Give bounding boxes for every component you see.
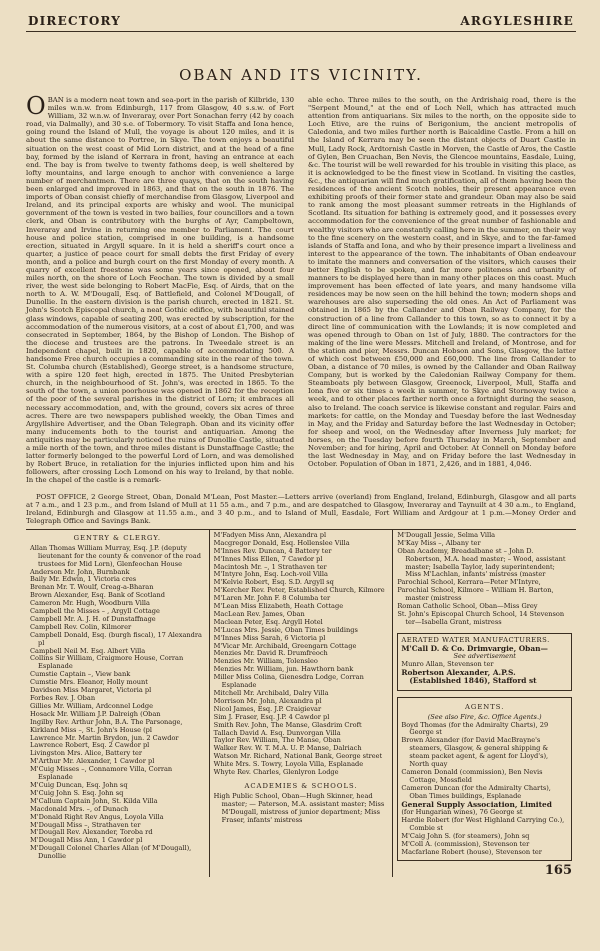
directory-entry: Campbell Mr. A. J. H. of Dunstaffnage (30, 614, 156, 623)
directory-entry: Parochial School, Kerrara—Peter M'Intyre, (397, 578, 541, 587)
directory-entry: Whyte Rev. Charles, Glenlyron Lodge (213, 768, 339, 777)
directory-entry: Forbes Rev. J. Oban (30, 694, 96, 702)
directory-entry: M'Lean Miss Elizabeth, Heath Cottage (213, 602, 344, 611)
directory-entry: M'Laren Mr. John F. 8 Columba ter (213, 594, 331, 603)
schools-list-continued (397, 532, 572, 627)
gentry-list (30, 545, 205, 861)
agent-entry: Brown Alexander (for David MacBrayne's steamers, Glasgow, & general shipping & steam packet agent, & agent for Lloyd's), North quay (401, 736, 549, 769)
directory-entry: Menzies Mr. David R. Drumfreoch (213, 649, 328, 658)
header-left: DIRECTORY (28, 14, 122, 28)
listing-column-1 (26, 530, 209, 877)
agent-entry-bold: General Supply Association, Limited (401, 799, 552, 809)
directory-entry: Watson Mr. Richard, National Bank, George street (213, 752, 383, 761)
directory-entry: MacLean Rev. James, Oban (213, 609, 305, 618)
directory-entry: M'Lucas Mrs. Jessie, Oban Times buildings (213, 625, 358, 634)
trade-entry-bold: Robertson Alexander, A.P.S. (Established 1846), Stafford st (401, 667, 537, 686)
directory-entry: Macintosh Mr. –, 1 Strathaven ter (213, 562, 327, 571)
agent-entry: (for Hungarian wines), 76 George st (401, 807, 523, 816)
directory-entry: M'Dougall Miss –, Strathaven ter (30, 820, 141, 829)
intro-column-left (26, 92, 294, 485)
header-rule (26, 31, 576, 32)
directory-entry: Campbell Rev. Colin, Kilmorer (30, 622, 132, 631)
intro-left-text: BAN is a modern neat town and sea-port in the parish of Kilbride, 130 miles w.n.w. from Edinburgh, 117 from Glasgow, 40 s.s.w. of Fort William, 32 w.n.w. of Inveraray, over Port Sonachan ferry (42 by coach road, via Dalmally), and 30 s.e. of Tobermory. To visit Staffa and Iona hence, going round the Island of Mull, the voyage is about 120 miles, and it is about the same distance to Portree, in Skye. The town enjoys a beautiful situation on the west coast of Mid Lorn district, and at the head of a fine bay, formed by the island of Kerrara in front, having an entrance at each end. The bay is from twelve to twenty fathoms deep, is well sheltered by lofty mountains, and large enough to anchor with convenience a large number of merchantmen. There are three quays, that on the south having been enlarged and improved in 1863, and that on the south in 1876. The imports of Oban consist chiefly of merchandise from Glasgow, Liverpool and Ireland, and its principal exports are whisky and wool. The municipal government of the town is vested in two bailies, four councillors and a town clerk, and Oban is contributory with the burghs of Ayr, Campbeltown, Inveraray and Irvine in returning one member to Parliament. The court house and police station, comprised in one building, is a handsome erection, situated in Argyll square. In it is held a sheriff's court once a quarter, a justice of peace court for small debts the first Friday of every month, and a police and burgh court on the first Monday of every month. A quarry of excellent freestone was some years since opened, about four miles north, on the shore of Loch Feochan. The town is divided by a small river, the west side belonging to Robert MacFie, Esq. of Airds, that on the north to A. W. M'Dougall, Esq. of Battlefield, and Colonel M'Dougall, of Dunollie. In the eastern division is the parish church, erected in 1821. St. John's Scotch Episcopal church, a neat Gothic edifice, with beautiful stained glass windows, capable of seating 200, was erected by subscription, for the accommodation of the numerous visitors, at a cost of about £1,700, and was consecrated in September, 1864, by the Bishop of London. The Bishop of the diocese and trustees are the patrons. In Tweedale street is an Independent chapel, built in 1820, capable of accommodating 500. A handsome Free church occupies a commanding site in the rear of the town. St. Columba church (Established), George street, is a handsome structure, with a spire 120 feet high, erected in 1875. The United Presbyterian church, in the neighbourhood of St. John's, was erected in 1865. To the south of the town, a union poorhouse was opened in 1862 for the reception of the poor of the several parishes in the district of Lorn; it embraces all necessary accommodation, and, with the ground, covers six acres of three acres. There are two newspapers published weekly, the Oban Times and Argyllshire Advertiser, and the Oban Telegraph. Oban and its vicinity offer many inducements both to the tourist and antiquarian. Among the antiquities may be particularly noticed the ruins of Dunollie Castle, situated a mile north of the town, and three miles distant is Dunstaffnage Castle; the latter formerly belonged to the powerful Lord of Lorn, and was demolished by Robert Bruce, in retaliation for the injuries inflicted upon him and his followers, after crossing Loch Lomond on his way to Ireland, by that noble. In the chapel of the castle is a remark- (26, 96, 294, 485)
directory-entry: Anderson Mr. John, Burnbank (30, 567, 130, 576)
agents-heading: AGENTS. (465, 702, 505, 711)
directory-entry: Macgregor Donald, Esq. Hollenslee Villa (213, 538, 350, 547)
directory-entry: Menzies Mr. William, Tolensleo (213, 657, 318, 666)
aerated-water-heading: AERATED WATER MANUFACTURERS. (401, 635, 550, 644)
agents-list (401, 722, 568, 801)
agent-entry: Macfarlane Robert (house), Stevenson ter (401, 847, 542, 856)
directory-entry: Sim J. Fraser, Esq. J.P. 4 Cawdor pl (213, 712, 330, 721)
directory-entry: Allan Thomas William Murray, Esq. J.P. (deputy lieutenant for the county & convenor of the road trustees for Mid Lorn), Glenfeochan House (30, 543, 201, 568)
advert-note: See advertisement (453, 652, 516, 661)
directory-entry: M'Dougall Colonel Charles Allan (of M'Dougall), Dunollie (30, 844, 192, 861)
running-header (26, 14, 576, 30)
directory-entry: Macdonald Mrs. –, of Dunach (30, 804, 129, 813)
directory-entry: Cumstie Mrs. Eleanor, Holly mount (30, 678, 148, 687)
directory-entry: Parochial School, Kilmore – William H. Barton, master (mistress (397, 586, 554, 603)
directory-entry: M'Kercher Rev. Peter, Established Church, Kilmore (213, 586, 385, 595)
directory-entry: Brown Alexander, Esq. Bank of Scotland (30, 591, 165, 600)
directory-page (26, 14, 576, 944)
agent-entry: Hardie Robert (for West Highland Carrying Co.), Combie st (401, 815, 565, 832)
directory-entry: M'Vicar Mr. Archibald, Greengarn Cottage (213, 641, 357, 650)
post-office-notice: POST OFFICE, 2 George Street, Oban, Donald M'Lean, Post Master.—Letters arrive (overland) from England, Ireland, Edinburgh, Glasgow and all parts at 7 a.m., and 1 23 p.m., and from Island of Mull at 11 55 a.m., and 7 p.m., and are despatched to Glasgow, Inveraray and Taynuilt at 4 30 a.m., to England, Ireland, Edinburgh and Glasgow at 11.55 a.m., and 3 40 p.m., and to Island of Mull, Easdale, Fort William and Ardgour at 1 p.m.—Money Order and Telegraph Office and Savings Bank. (26, 492, 576, 525)
directory-entry: M'Innes Rev. Duncan, 4 Battery ter (213, 546, 332, 555)
directory-entry: M'Cuig Duncan, Esq. John sq (30, 780, 128, 789)
intro-right-text: able echo. Three miles to the south, on the Ardrishaig road, there is the "Serpent Mound," at the end of Loch Nell, which has attracted much attention from antiquarians. Six miles to the north, on the opposite side to Loch Etive, are the ruins of Berigonium, the ancient metropolis of Caledonia, and two miles further north is Baicaldine Castle. From a hill on the Island of Kerrara may be seen the distant objects of Duart Castle in Mull, Lady Rock, Ardtornish Castle in Morven, the Castle of Aros, the Castle of Gylen, Ben Cruachan, Ben Nevis, the Glencoe mountains, Easdale, Luing, &c. The tourist will be well rewarded for his trouble in visiting this place, as it is acknowledged to be the finest view in Scotland. In visiting the castles, &c., the antiquarian will find much gratification, all of them having been the residences of the ancient Scotch nobles, their present appearance even exhibiting proofs of their former state and grandeur. Oban may also be said to rank among the most pleasant summer retreats in the Highlands of Scotland. Its situation for bathing is extremely good, and it possesses every accommodation for the convenience of the great number of fashionable and wealthy visitors who are constantly calling here in the summer, on their way to the fine scenery on the western coast, and in Skye, and to the far-famed islands of Staffa and Iona, and who by their presence impart a liveliness and interest to the appearance of the town. The inhabitants of Oban endeavour to imitate the manners and conversation of the visitors, which causes their better English to be spoken, and far more politeness and urbanity of manners to be displayed here than in many other places on this coast. Much improvement has been effected of late years, and many handsome villa residences may be now seen on the hill behind the town; modern shops and warehouses are also superseding the old ones. An Act of Parliament was obtained in 1865 by the Callander and Oban Railway Company, for the construction of a line from Callander to this town, so as to connect it by a direct line of communication with the Lowlands; it is now completed and was opened through to Oban on 1st of July, 1880. The contractors for the making of the line were Messrs. Mitchell and Ireland, of Montrose, and for the station and pier, Messrs. Duncan Hobson and Sons, Glasgow, the latter of which cost between £50,000 and £60,000. The line from Callander to Oban, a distance of 70 miles, is owned by the Callander and Oban Railway Company, but is worked by the Caledonian Railway Company for them. Steamboats ply between Glasgow, Greenock, Liverpool, Mull, Staffa and Iona five or six times a week in summer, to Skye and Stornoway twice a week, and to other places farther north once a fortnight during the season, also to Ireland. The coach service is likewise constant and regular. Fairs and markets: for cattle, on the Monday and Tuesday before the last Wednesday in May, and the Friday and Saturday before the last Wednesday in October; for sheep and wool, on the Wednesday after Inverness July market; for horses, on the Tuesday before fourth Thursday in March, September and November; and for hiring, April and October. At Connell on Monday before the last Wednesday in May, and on Friday before the last Wednesday in October. Population of Oban in 1871, 2,426, and in 1881, 4,046. (308, 96, 576, 469)
directory-entry: St. John's Episcopal Church School, 14 Stevenson ter—Isabella Grant, mistress (397, 609, 565, 626)
directory-entry: Smith Rev. John, The Manse, Glasdrim Croft (213, 720, 362, 729)
directory-entry: Campbell the Misses – , Argyll Cottage (30, 607, 160, 616)
directory-entry: Tallach David A. Esq. Dunvorgan Villa (213, 728, 341, 737)
agent-entry: Boyd Thomas (for the Admiralty Charts), 29 George st (401, 720, 549, 737)
school-entry: High Public School, Oban—Hugh Skinner, head master; — Paterson, M.A. assistant master; Miss M'Dougall, mistress of junior department; Miss Fraser, infants' mistress (213, 791, 385, 824)
trade-entry: Munro Allan, Stevenson ter (401, 659, 494, 668)
listing-column-2 (209, 530, 393, 877)
agent-entry: Cameron Duncan (for the Admiralty Charts), Oban Times buildings, Esplanade (401, 783, 551, 800)
trade-entry-bold: M'Call D. & Co. Drimvargie, Oban— (401, 643, 548, 653)
intro-column-right (308, 96, 576, 485)
section-heading-schools: ACADEMIES & SCHOOLS. (244, 781, 358, 790)
gentry-list-continued (214, 532, 389, 777)
agent-entry: Cameron Donald (commission), Ben Nevis Cottage, Mossfield (401, 767, 543, 784)
section-heading-gentry: GENTRY & CLERGY. (73, 533, 162, 542)
directory-entry: Gillies Mr. William, Ardconnel Lodge (30, 701, 154, 710)
directory-entry: Maclean Peter, Esq. Argyll Hotel (213, 617, 323, 626)
directory-entry: M'Donald Right Rev Angus, Loyola Villa (30, 812, 164, 821)
directory-entry: M'Arthur Mr. Alexander, 1 Cawdor pl (30, 757, 155, 766)
directory-entry: M'Dougall Miss Ann, 1 Cawdor pl (30, 836, 143, 845)
directory-entry: Taylor Rev. William, The Manse, Oban (213, 736, 341, 745)
directory-entry: Cumstie Captain –, View bank (30, 670, 131, 679)
directory-entry: M'Kelvie Robert, Esq. S.D. Argyll sq (213, 578, 334, 587)
directory-entry: Roman Catholic School, Oban—Miss Grey (397, 602, 538, 611)
directory-entry: Menzies Mr. William, jun. Hawthorn bank (213, 665, 354, 674)
directory-entry: M'Fadyen Miss Ann, Alexandra pl (213, 530, 327, 539)
directory-entry: M'Kay Miss –, Albany ter (397, 538, 481, 547)
directory-entry: M'Innes Miss Sarah, 6 Victoria pl (213, 633, 326, 642)
header-right: ARGYLESHIRE (460, 14, 574, 28)
directory-entry: Brenan Mr. T. Woulf, Creag-a-Bharan (30, 583, 154, 592)
directory-entry: Collins Sir William, Craigmore House, Corran Esplanade (30, 654, 184, 671)
directory-entry: Ingilby Rev. Arthur John, B.A. The Parsonage, (30, 717, 183, 726)
directory-entry: Miller Miss Colina, Gienesdra Lodge, Corran Esplanade (213, 673, 364, 690)
directory-entry: Davidson Miss Margaret, Victoria pl (30, 686, 152, 695)
listing-column-3 (392, 530, 576, 877)
agents-list-tail (401, 809, 568, 856)
directory-entry: M'Intyre John, Esq. Loch-voil Villa (213, 570, 328, 579)
directory-entry: M'Dougall Jessie, Selma Villa (397, 530, 496, 539)
directory-entry: Mitchell Mr. Archibald, Dalry Villa (213, 689, 329, 697)
directory-entry: M'Dougall Rev. Alexander, Toroba rd (30, 828, 153, 837)
aerated-water-box (397, 633, 572, 691)
agent-entry: M'Caig John S. (for steamers), John sq (401, 831, 530, 840)
drop-cap: O (26, 92, 46, 120)
directory-entry: Campbell Donald, Esq. (burgh fiscal), 17 Alexandra pl (30, 630, 202, 647)
directory-entry: Campbell Neil M. Esq. Albert Villa (30, 646, 146, 655)
directory-entry: Walker Rev. W. T. M.A. U. P. Manse, Dalriach (213, 744, 362, 753)
directory-entry: M'Cuig John S. Esq. John sq (30, 788, 124, 797)
intro-text (26, 92, 576, 485)
page-title: OBAN AND ITS VICINITY. (179, 66, 423, 84)
directory-entry: Lawrence Robert, Esq. 2 Cawdor pl (30, 741, 150, 750)
directory-entry: Cameron Mr. Hugh, Woodburn Villa (30, 599, 150, 608)
directory-entry: Livingston Mrs. Alice, Battery ter (30, 749, 143, 758)
directory-entry: M'Innes Miss Ellen, 7 Cawdor pl (213, 554, 323, 563)
directory-entry: Kirkland Miss –, St. John's House (pl (30, 725, 153, 734)
directory-entry: Nicol James, Esq. J.P. Craigievar (213, 704, 322, 713)
directory-listing (26, 529, 576, 877)
agents-note: (See also Fire, &c. Office Agents.) (427, 712, 542, 721)
directory-entry: Lawrence Mr. Martin Brydon, jun. 2 Cawdor (30, 733, 179, 742)
directory-entry: White Mrs. S. Towry, Loyola Villa, Esplanade (213, 760, 364, 769)
directory-entry: Morrison Mr. John, Alexandra pl (213, 696, 322, 705)
directory-entry: Oban Academy, Breadalbane st – John D. Robertson, M.A. head master; – Wood, assistant master; Isabella Taylor, lady superintendent; Miss M'Lachlan, infants' mistress (master (397, 546, 566, 579)
page-number: 165 (544, 863, 573, 879)
directory-entry: M'Cuig Misses –, Connamore Villa, Corran Esplanade (30, 765, 173, 782)
directory-entry: Hosack Mr. William J.P. Dalreigh (Oban (30, 709, 161, 718)
agent-entry: M'Coll A. (commission), Stevenson ter (401, 839, 530, 848)
directory-entry: Baily Mr. Edwin, 1 Victoria cres (30, 575, 137, 584)
agents-box (397, 697, 572, 862)
directory-entry: M'Callum Captain John, St. Kilda Villa (30, 796, 158, 805)
